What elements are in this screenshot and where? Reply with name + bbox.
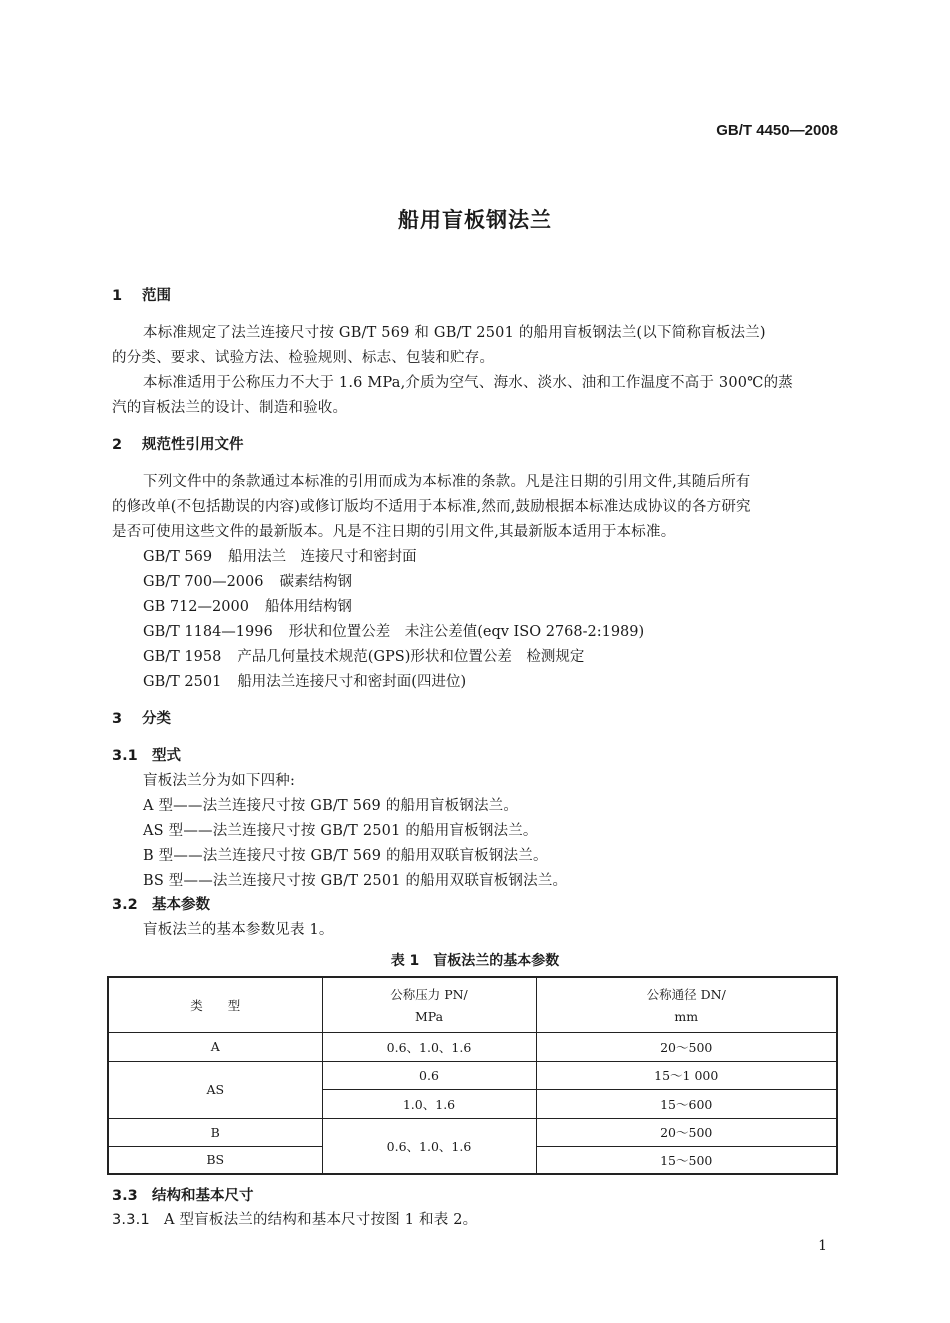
page-number: 1 [818,1238,827,1254]
cell-dn: 15～600 [536,1089,837,1118]
subsection-3-3-heading [112,1184,254,1205]
subsection-3-1-heading [112,744,181,765]
reference-code: GB/T 1958 [143,649,222,665]
section-number: 3 [112,711,123,727]
reference-code: GB/T 1184—1996 [143,624,273,640]
section-title: 范围 [142,288,171,304]
paragraph-line: 本标准规定了法兰连接尺寸按 GB/T 569 和 GB/T 2501 的船用盲板钢法兰(以下简称盲板法兰) [143,325,766,341]
header-dn-line2: mm [674,1009,699,1025]
reference-code: GB/T 2501 [143,674,222,690]
subsection-title: 结构和基本尺寸 [152,1188,254,1204]
paragraph-line: 的修改单(不包括勘误的内容)或修订版均不适用于本标准,然而,鼓励根据本标准达成协议的各方研究 [112,499,751,515]
subsection-title: 型式 [152,748,181,764]
table-row [108,1032,837,1061]
subsection-title: 基本参数 [152,897,210,913]
paragraph-line: 本标准适用于公称压力不大于 1.6 MPa,介质为空气、海水、淡水、油和工作温度不高于 300℃的蒸 [143,375,793,391]
header-dn [536,977,837,1032]
paragraph-line: 汽的盲板法兰的设计、制造和验收。 [112,400,348,416]
list-item: A 型——法兰连接尺寸按 GB/T 569 的船用盲板钢法兰。 [143,798,519,814]
reference-title: 碳素结构钢 [279,574,352,590]
reference-code: GB 712—2000 [143,599,249,615]
table-header-row [108,977,837,1032]
cell-dn: 15～1 000 [536,1061,837,1089]
paragraph-line: 盲板法兰分为如下四种: [143,773,296,789]
paragraph-line: 下列文件中的条款通过本标准的引用而成为本标准的条款。凡是注日期的引用文件,其随后所有 [143,474,751,490]
reference-item [143,595,352,616]
reference-title: 船用法兰 连接尺寸和密封面 [228,549,417,565]
reference-item [143,545,417,566]
clause-3-3-1 [112,1208,477,1229]
section-number: 1 [112,288,123,304]
reference-item [143,645,584,666]
list-item: B 型——法兰连接尺寸按 GB/T 569 的船用双联盲板钢法兰。 [143,848,548,864]
subsection-3-2-heading [112,893,210,914]
section-title: 规范性引用文件 [142,437,244,453]
cell-pn: 1.0、1.6 [322,1089,536,1118]
table-caption: 表 1 盲板法兰的基本参数 [390,953,560,969]
cell-dn: 20～500 [536,1118,837,1146]
cell-type: B [108,1118,322,1146]
cell-type: A [108,1032,322,1061]
reference-title: 船体用结构钢 [264,599,352,615]
cell-type: AS [108,1061,322,1118]
reference-item [143,620,644,641]
basic-parameters-table [107,976,838,1175]
subsection-number: 3.1 [112,748,138,764]
reference-title: 形状和位置公差 未注公差值(eqv ISO 2768-2:1989) [288,624,645,640]
reference-code: GB/T 700—2006 [143,574,264,590]
reference-title: 产品几何量技术规范(GPS)形状和位置公差 检测规定 [237,649,585,665]
list-item: AS 型——法兰连接尺寸按 GB/T 2501 的船用盲板钢法兰。 [143,823,538,839]
header-pn [322,977,536,1032]
list-item: BS 型——法兰连接尺寸按 GB/T 2501 的船用双联盲板钢法兰。 [143,873,568,889]
header-dn-line1: 公称通径 DN/ [646,987,726,1003]
section-number: 2 [112,437,123,453]
reference-item [143,670,466,691]
paragraph-line: 盲板法兰的基本参数见表 1。 [143,922,334,938]
section-1-heading [112,284,171,305]
header-type: 类 型 [108,977,322,1032]
cell-pn: 0.6、1.0、1.6 [322,1118,536,1174]
paragraph-line: 是否可使用这些文件的最新版本。凡是不注日期的引用文件,其最新版本适用于本标准。 [112,524,676,540]
reference-item [143,570,352,591]
table-row [108,1061,837,1089]
header-pn-line1: 公称压力 PN/ [390,987,468,1003]
subsection-number: 3.3 [112,1188,138,1204]
cell-type: BS [108,1146,322,1174]
section-title: 分类 [142,711,171,727]
cell-pn: 0.6、1.0、1.6 [322,1032,536,1061]
subsection-number: 3.2 [112,897,138,913]
section-2-heading [112,433,244,454]
standard-number: GB/T 4450—2008 [716,122,838,139]
reference-code: GB/T 569 [143,549,213,565]
table-row [108,1118,837,1146]
cell-dn: 20～500 [536,1032,837,1061]
reference-title: 船用法兰连接尺寸和密封面(四进位) [237,674,467,690]
paragraph-line: 的分类、要求、试验方法、检验规则、标志、包装和贮存。 [112,350,495,366]
cell-pn: 0.6 [322,1061,536,1089]
clause-number: 3.3.1 [112,1212,150,1228]
cell-dn: 15～500 [536,1146,837,1174]
document-title: 船用盲板钢法兰 [398,208,552,232]
header-pn-line2: MPa [414,1009,444,1025]
clause-text: A 型盲板法兰的结构和基本尺寸按图 1 和表 2。 [164,1212,478,1228]
section-3-heading [112,707,171,728]
